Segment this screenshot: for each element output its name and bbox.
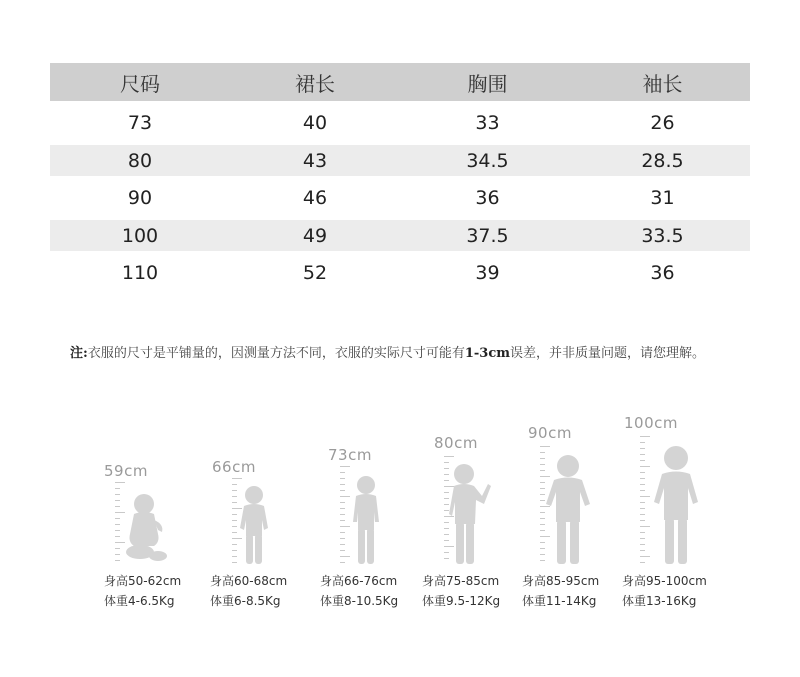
ruler-tick — [232, 562, 237, 563]
ruler-tick — [540, 446, 550, 447]
table-cell: 73 — [127, 112, 153, 134]
ruler-tick — [640, 460, 645, 461]
header-skirt-length: 裙长 — [295, 71, 335, 96]
height-range: 身高50-62cm — [104, 574, 182, 588]
ruler-tick — [340, 490, 345, 491]
header-size: 尺码 — [120, 71, 160, 96]
weight-range: 体重4-6.5Kg — [104, 594, 175, 608]
height-range: 身高75-85cm — [422, 574, 500, 588]
ruler-tick — [232, 550, 237, 551]
weight-range: 体重13-16Kg — [622, 594, 697, 608]
height-label: 80cm — [434, 434, 478, 452]
ruler-tick — [640, 448, 645, 449]
toddler-silhouette-icon — [238, 484, 274, 566]
ruler-tick — [640, 532, 645, 533]
table-cell: 36 — [650, 262, 675, 284]
child-silhouette-icon — [544, 452, 592, 566]
ruler-tick — [340, 496, 350, 497]
ruler-tick — [640, 454, 645, 455]
ruler-tick — [444, 456, 454, 457]
height-range: 身高95-100cm — [622, 574, 707, 588]
ruler-tick — [640, 514, 645, 515]
ruler-tick — [115, 482, 125, 483]
table-cell: 40 — [302, 112, 328, 134]
table-cell: 43 — [302, 149, 328, 172]
ruler-tick — [640, 496, 650, 497]
ruler-tick — [340, 538, 345, 539]
table-cell: 49 — [302, 224, 328, 247]
toddler-silhouette-icon — [350, 474, 384, 566]
ruler-tick — [640, 544, 645, 545]
table-cell: 34.5 — [466, 149, 509, 172]
ruler-tick — [232, 502, 237, 503]
table-cell: 110 — [121, 262, 159, 284]
header-chest: 胸围 — [467, 71, 508, 96]
table-cell: 31 — [650, 187, 675, 209]
ruler-tick — [232, 478, 242, 479]
ruler-tick — [340, 478, 345, 479]
table-cell: 46 — [302, 187, 328, 209]
note-bold-range: 1-3cm — [464, 346, 510, 361]
ruler-tick — [340, 472, 345, 473]
ruler-tick — [640, 538, 645, 539]
ruler-tick — [640, 502, 645, 503]
ruler-tick — [640, 442, 645, 443]
ruler-tick — [340, 562, 345, 563]
table-cell: 39 — [475, 262, 500, 284]
ruler-tick — [232, 496, 237, 497]
ruler-tick — [340, 532, 345, 533]
height-range: 身高60-68cm — [210, 574, 288, 588]
ruler-tick — [232, 514, 237, 515]
weight-range: 体重6-8.5Kg — [210, 594, 281, 608]
ruler-tick — [340, 526, 350, 527]
ruler-tick — [640, 490, 645, 491]
height-label: 66cm — [212, 458, 256, 476]
ruler-tick — [340, 550, 345, 551]
waving-child-icon — [448, 462, 492, 566]
ruler-tick — [640, 484, 645, 485]
table-cell: 37.5 — [466, 224, 509, 247]
ruler-tick — [640, 562, 645, 563]
ruler-tick — [232, 532, 237, 533]
weight-range: 体重9.5-12Kg — [422, 594, 501, 608]
ruler-tick — [340, 520, 345, 521]
height-label: 100cm — [624, 414, 678, 432]
table-cell: 33 — [475, 112, 500, 134]
ruler-tick — [340, 508, 345, 509]
table-cell: 52 — [302, 262, 328, 284]
sitting-baby-icon — [118, 490, 178, 565]
table-cell: 36 — [475, 187, 500, 209]
note-text-b: 误差，并非质量问题，请您理解。 — [510, 346, 706, 361]
weight-range: 体重11-14Kg — [522, 594, 597, 608]
table-cell: 26 — [650, 112, 675, 134]
note-text-a: 衣服的尺寸是平铺量的，因测量方法不同，衣服的实际尺寸可能有 — [87, 346, 465, 361]
height-label: 73cm — [328, 446, 372, 464]
ruler-tick — [232, 556, 237, 557]
ruler-tick — [232, 484, 237, 485]
child-silhouette-icon — [652, 444, 702, 566]
table-cell: 100 — [121, 224, 159, 247]
height-range: 身高85-95cm — [522, 574, 600, 588]
table-cell: 28.5 — [641, 149, 684, 172]
ruler-tick — [640, 436, 650, 437]
table-cell: 80 — [127, 149, 153, 172]
ruler-tick — [232, 490, 237, 491]
ruler-tick — [640, 508, 645, 509]
ruler-tick — [640, 478, 645, 479]
ruler-tick — [640, 526, 650, 527]
header-sleeve-length: 袖长 — [642, 71, 683, 96]
ruler-tick — [640, 466, 650, 467]
height-label: 90cm — [528, 424, 572, 442]
ruler-tick — [640, 550, 645, 551]
table-cell: 33.5 — [641, 224, 684, 247]
note-prefix: 注: — [70, 346, 88, 361]
ruler-tick — [340, 484, 345, 485]
ruler-tick — [640, 556, 650, 557]
ruler-tick — [340, 556, 350, 557]
height-label: 59cm — [104, 462, 148, 480]
ruler-tick — [340, 502, 345, 503]
height-range: 身高66-76cm — [320, 574, 398, 588]
weight-range: 体重8-10.5Kg — [320, 594, 399, 608]
ruler-tick — [640, 520, 645, 521]
ruler-tick — [115, 488, 120, 489]
ruler-tick — [232, 526, 237, 527]
ruler-tick — [340, 544, 345, 545]
ruler-tick — [232, 544, 237, 545]
table-cell: 90 — [127, 187, 153, 209]
ruler-tick — [640, 472, 645, 473]
ruler-tick — [232, 520, 237, 521]
ruler-icon — [640, 436, 652, 564]
ruler-tick — [340, 466, 350, 467]
ruler-tick — [340, 514, 345, 515]
